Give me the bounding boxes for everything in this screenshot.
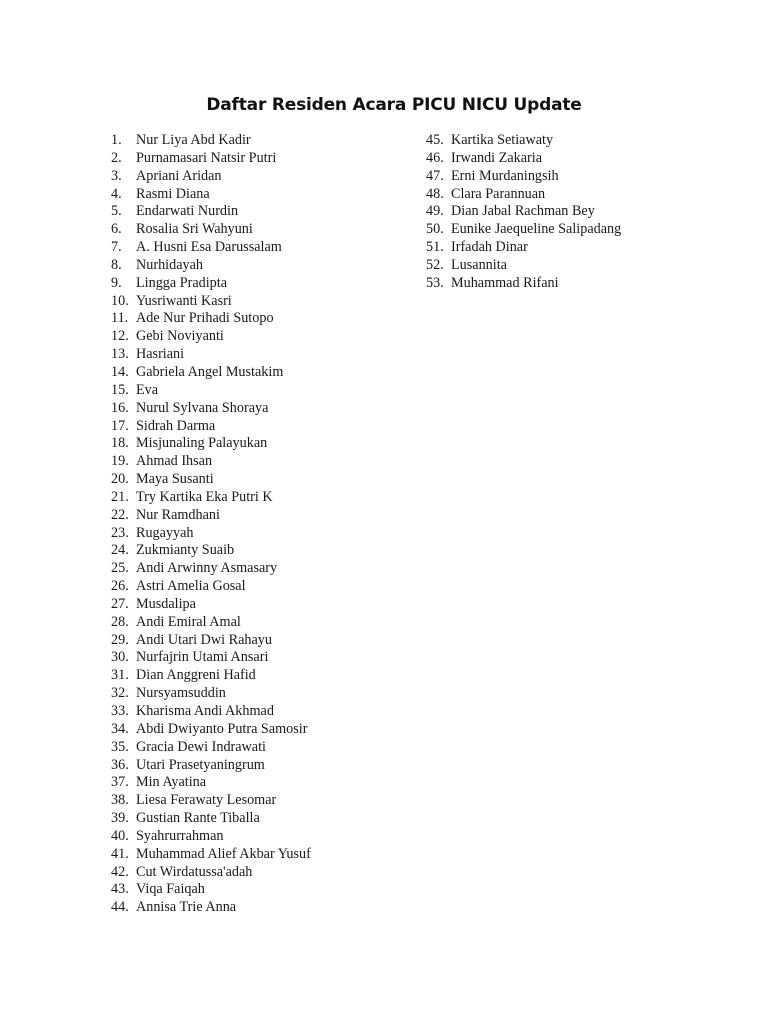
resident-list-item [111,346,411,364]
resident-list-item [111,168,411,186]
resident-name: Nursyamsuddin [136,685,226,702]
list-item-number: 27. [111,595,129,612]
document-title: Daftar Residen Acara PICU NICU Update [206,95,582,115]
list-item-number: 1. [111,132,122,148]
list-item-number: 5. [111,203,122,220]
resident-name: Sidrah Darma [136,417,216,434]
resident-list-item [426,132,746,150]
resident-name: Lusannita [451,256,507,273]
resident-name: Muhammad Alief Akbar Yusuf [136,845,311,862]
resident-list-item [111,828,411,846]
list-item-number: 51. [426,239,444,256]
list-item-number: 50. [426,221,444,238]
resident-list-left-column [111,132,411,917]
list-item-number: 23. [111,524,129,541]
resident-name: Gabriela Angel Mustakim [136,363,284,380]
list-item-number: 46. [426,149,444,166]
list-item-number: 52. [426,256,444,273]
resident-list-item [111,560,411,578]
resident-list-item [111,810,411,828]
resident-name: Abdi Dwiyanto Putra Samosir [136,720,308,737]
resident-name: Nur Liya Abd Kadir [136,132,251,148]
list-item-number: 35. [111,738,129,755]
resident-list-item [111,578,411,596]
resident-name: Liesa Ferawaty Lesomar [136,792,277,809]
resident-name: Andi Emiral Amal [136,613,241,630]
resident-list-item [426,186,746,204]
resident-list-item [111,667,411,685]
resident-name: Syahrurrahman [136,827,224,844]
list-item-number: 33. [111,703,129,719]
resident-list-item [111,542,411,560]
resident-name: Irfadah Dinar [451,239,528,256]
list-item-number: 30. [111,649,129,666]
list-item-number: 36. [111,756,129,773]
list-item-number: 38. [111,792,129,809]
resident-name: Andi Arwinny Asmasary [136,560,278,577]
resident-list-item [111,221,411,239]
list-item-number: 29. [111,631,129,648]
list-item-number: 4. [111,185,122,202]
resident-name: Cut Wirdatussa'adah [136,863,253,880]
resident-list-item [111,846,411,864]
resident-list-item [111,150,411,168]
list-item-number: 24. [111,542,129,559]
resident-name: Astri Amelia Gosal [136,578,246,595]
resident-list-item [426,239,746,257]
resident-list-item [111,649,411,667]
resident-list-item [111,792,411,810]
resident-name: Nurfajrin Utami Ansari [136,649,269,666]
resident-name: Annisa Trie Anna [136,899,237,916]
list-item-number: 32. [111,685,129,702]
list-item-number: 22. [111,506,129,523]
list-item-number: 53. [426,274,444,291]
list-item-number: 20. [111,471,129,488]
resident-list-item [111,721,411,739]
resident-name: Lingga Pradipta [136,274,228,291]
resident-list-item [111,899,411,917]
resident-name: Andi Utari Dwi Rahayu [136,631,272,648]
list-item-number: 40. [111,827,129,844]
list-item-number: 21. [111,488,129,505]
resident-list-item [111,774,411,792]
resident-name: Kartika Setiawaty [451,132,554,148]
resident-name: Zukmianty Suaib [136,542,235,559]
resident-name: Rugayyah [136,524,194,541]
resident-list-item [111,186,411,204]
resident-name: Nurul Sylvana Shoraya [136,399,269,416]
list-item-number: 39. [111,810,129,827]
resident-name: Gebi Noviyanti [136,328,224,345]
resident-name: Hasriani [136,346,185,363]
resident-list-item [111,132,411,150]
resident-name: Maya Susanti [136,471,214,488]
resident-name: Viqa Faiqah [136,881,205,898]
list-item-number: 42. [111,863,129,880]
list-item-number: 9. [111,274,122,291]
resident-name: Irwandi Zakaria [451,149,542,166]
resident-list-item [426,221,746,239]
list-item-number: 37. [111,774,129,791]
list-item-number: 26. [111,578,129,595]
list-item-number: 44. [111,899,129,916]
list-item-number: 43. [111,881,129,898]
resident-name: Erni Murdaningsih [451,167,559,184]
list-item-number: 25. [111,560,129,577]
resident-list-item [111,418,411,436]
resident-name: Misjunaling Palayukan [136,435,268,452]
list-item-number: 8. [111,256,122,273]
list-item-number: 18. [111,435,129,452]
resident-list-item [111,293,411,311]
resident-list-item [111,471,411,489]
resident-name: Utari Prasetyaningrum [136,756,265,773]
resident-list-item [111,203,411,221]
resident-list-item [111,525,411,543]
resident-list-item [111,400,411,418]
resident-name: Dian Anggreni Hafid [136,667,256,684]
list-item-number: 41. [111,845,129,862]
resident-name: Eunike Jaequeline Salipadang [451,221,622,238]
resident-list-right-column [426,132,746,293]
resident-name: Nur Ramdhani [136,506,220,523]
resident-name: Purnamasari Natsir Putri [136,149,277,166]
resident-name: Yusriwanti Kasri [136,292,232,309]
list-item-number: 6. [111,221,122,238]
resident-list-item [111,257,411,275]
resident-list-item [111,881,411,899]
resident-list-item [111,328,411,346]
list-item-number: 11. [111,310,129,327]
resident-list-item [111,489,411,507]
resident-name: A. Husni Esa Darussalam [136,239,282,256]
resident-name: Try Kartika Eka Putri K [136,488,273,505]
list-item-number: 15. [111,381,129,398]
list-item-number: 3. [111,167,122,184]
resident-list-item [111,757,411,775]
resident-list-item [426,168,746,186]
list-item-number: 10. [111,292,129,309]
resident-list-item [111,596,411,614]
resident-name: Gracia Dewi Indrawati [136,738,266,755]
list-item-number: 49. [426,203,444,220]
resident-name: Dian Jabal Rachman Bey [451,203,595,220]
resident-list-item [111,703,411,721]
resident-name: Muhammad Rifani [451,274,559,291]
resident-list-item [111,614,411,632]
resident-list-item [111,364,411,382]
resident-name: Apriani Aridan [136,167,222,184]
resident-name: Gustian Rante Tiballa [136,810,260,827]
resident-list-item [426,203,746,221]
list-item-number: 7. [111,239,122,256]
resident-list-item [111,739,411,757]
resident-name: Clara Parannuan [451,185,546,202]
resident-name: Eva [136,381,159,398]
resident-name: Rasmi Diana [136,185,210,202]
list-item-number: 12. [111,328,129,345]
list-item-number: 47. [426,167,444,184]
list-item-number: 2. [111,149,122,166]
resident-name: Min Ayatina [136,774,207,791]
resident-list-item [111,632,411,650]
list-item-number: 16. [111,399,129,416]
resident-name: Ade Nur Prihadi Sutopo [136,310,274,327]
resident-list-item [111,310,411,328]
resident-name: Endarwati Nurdin [136,203,239,220]
list-item-number: 17. [111,417,129,434]
resident-list-item [111,435,411,453]
resident-list-item [111,275,411,293]
resident-list-item [111,239,411,257]
resident-list-item [111,685,411,703]
list-item-number: 48. [426,185,444,202]
resident-list-item [426,150,746,168]
resident-list-item [111,507,411,525]
list-item-number: 19. [111,453,129,470]
resident-list-item [426,275,746,293]
resident-name: Kharisma Andi Akhmad [136,703,274,719]
list-item-number: 45. [426,132,444,148]
resident-name: Nurhidayah [136,256,203,273]
list-item-number: 34. [111,720,129,737]
resident-name: Ahmad Ihsan [136,453,213,470]
list-item-number: 31. [111,667,129,684]
resident-list-item [111,382,411,400]
resident-name: Musdalipa [136,595,196,612]
list-item-number: 28. [111,613,129,630]
list-item-number: 14. [111,363,129,380]
resident-list-item [111,864,411,882]
resident-list-item [426,257,746,275]
resident-name: Rosalia Sri Wahyuni [136,221,253,238]
list-item-number: 13. [111,346,129,363]
resident-list-item [111,453,411,471]
